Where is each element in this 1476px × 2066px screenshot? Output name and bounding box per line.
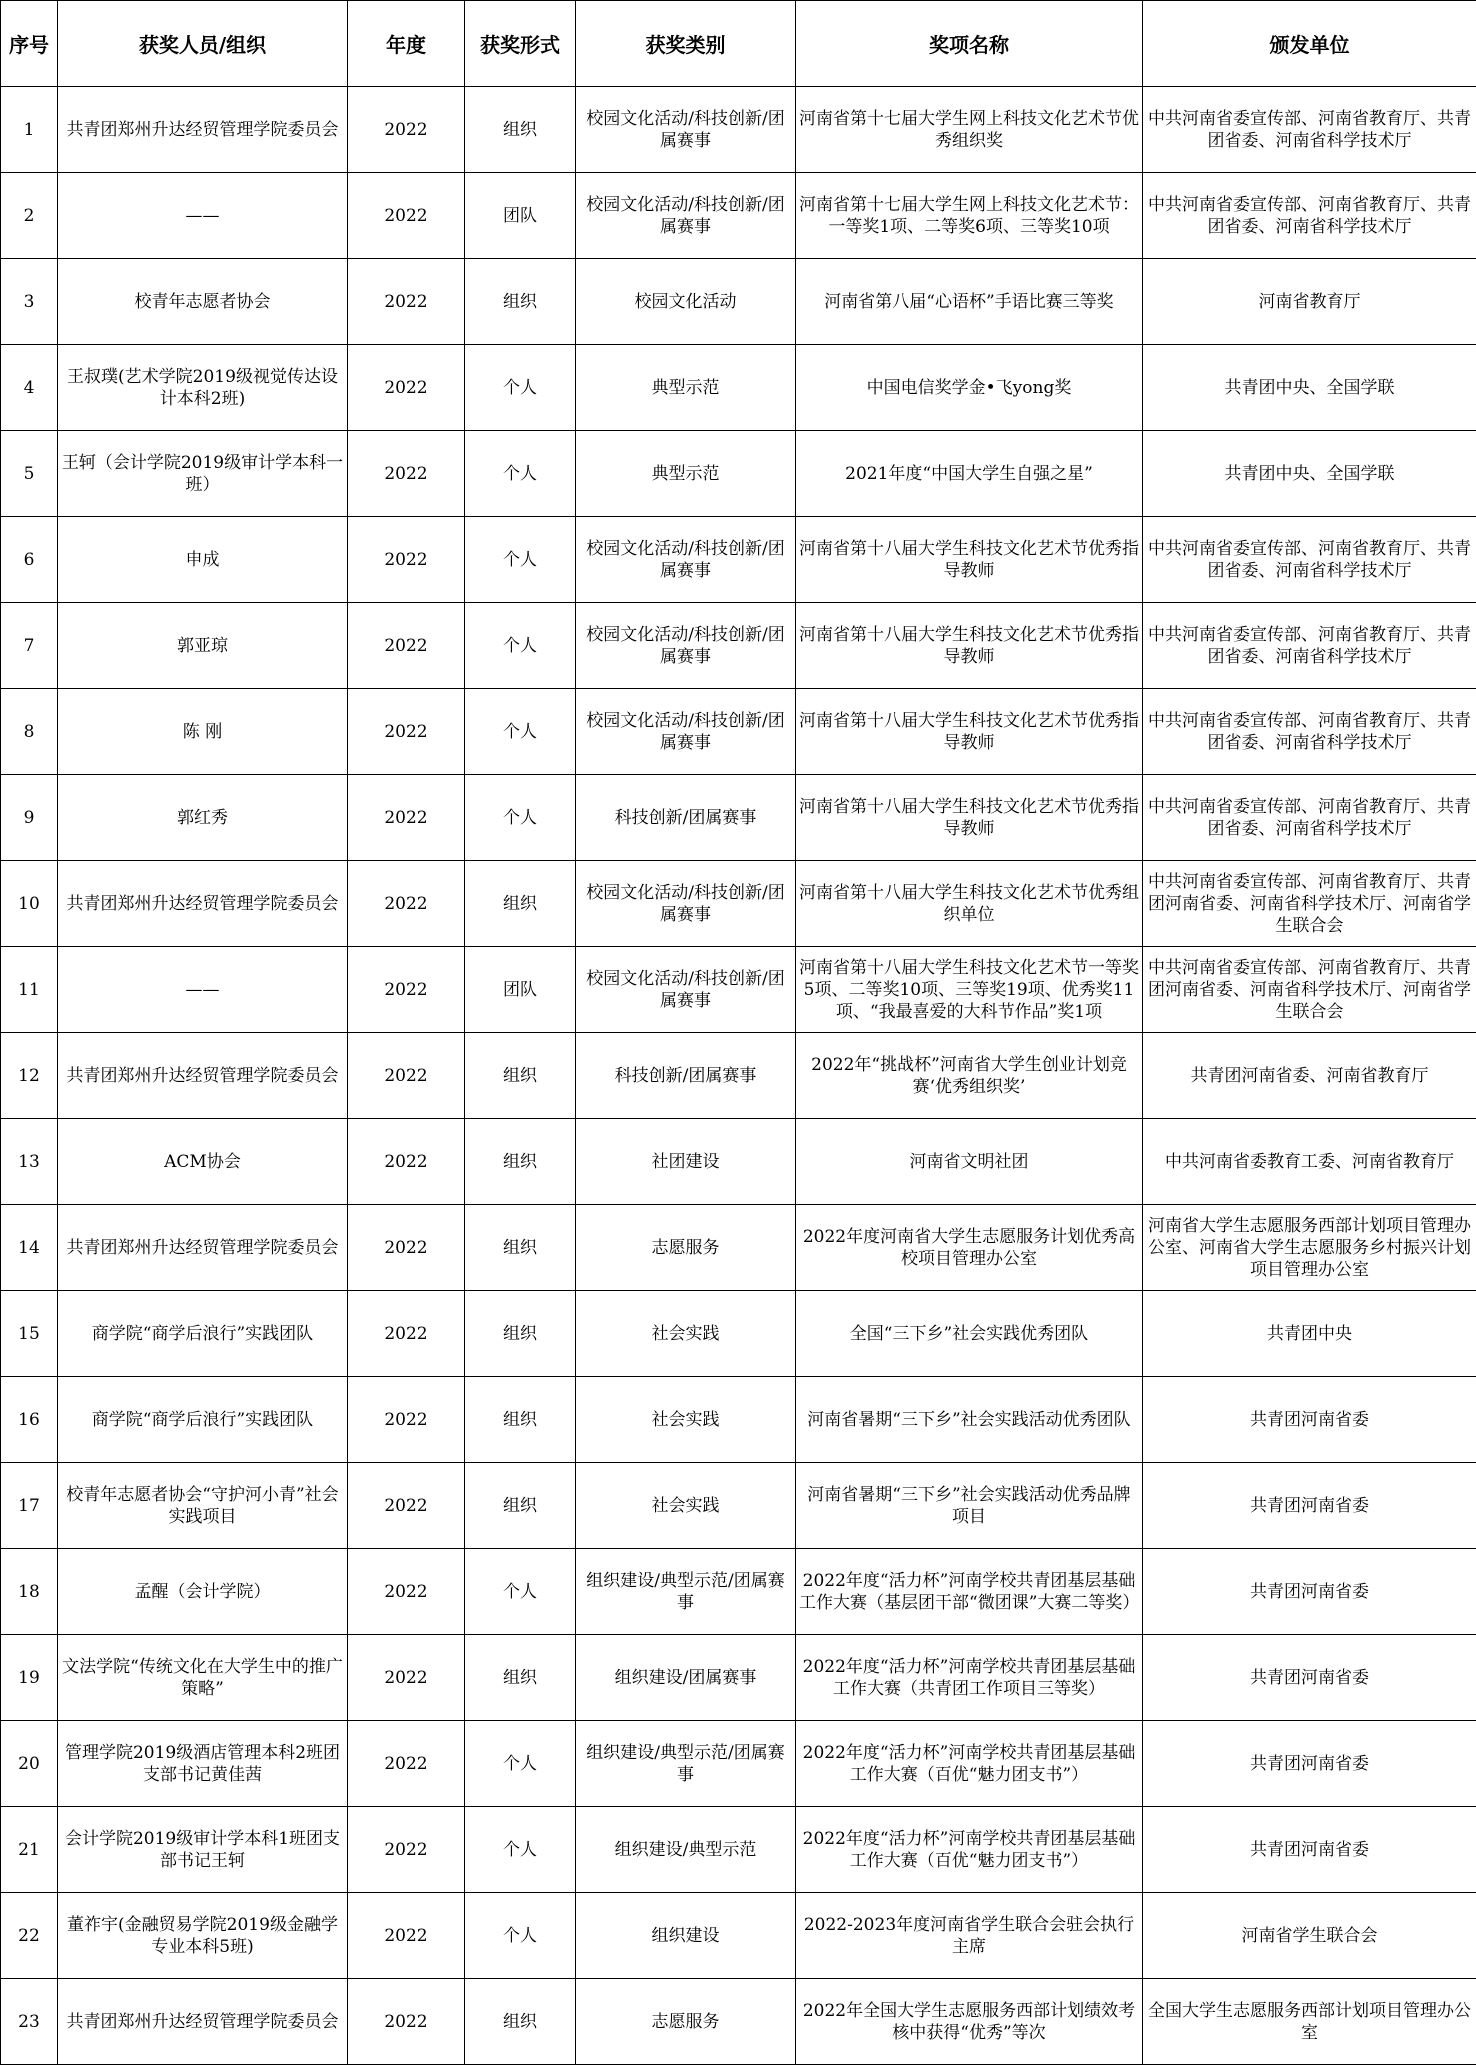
table-row [1, 1033, 1476, 1119]
cell-name: ACM协会 [58, 1119, 348, 1205]
cell-name: 共青团郑州升达经贸管理学院委员会 [58, 1979, 348, 2065]
cell-issuer: 全国大学生志愿服务西部计划项目管理办公室 [1143, 1979, 1476, 2065]
cell-name: 共青团郑州升达经贸管理学院委员会 [58, 1033, 348, 1119]
table-row [1, 345, 1476, 431]
cell-form: 个人 [465, 1807, 576, 1893]
cell-year: 2022 [348, 1549, 465, 1635]
cell-category: 校园文化活动 [576, 259, 796, 345]
cell-award: 全国“三下乡”社会实践优秀团队 [796, 1291, 1143, 1377]
cell-issuer: 中共河南省委宣传部、河南省教育厅、共青团省委、河南省科学技术厅 [1143, 603, 1476, 689]
cell-name: 共青团郑州升达经贸管理学院委员会 [58, 1205, 348, 1291]
cell-award: 2022年“挑战杯”河南省大学生创业计划竞赛‘优秀组织奖’ [796, 1033, 1143, 1119]
header-award: 奖项名称 [796, 1, 1143, 87]
cell-category: 校园文化活动/科技创新/团属赛事 [576, 87, 796, 173]
header-form: 获奖形式 [465, 1, 576, 87]
cell-form: 团队 [465, 947, 576, 1033]
cell-award: 2021年度“中国大学生自强之星” [796, 431, 1143, 517]
cell-year: 2022 [348, 1893, 465, 1979]
cell-issuer: 共青团河南省委 [1143, 1635, 1476, 1721]
cell-year: 2022 [348, 1291, 465, 1377]
cell-category: 校园文化活动/科技创新/团属赛事 [576, 861, 796, 947]
table-row [1, 1893, 1476, 1979]
cell-year: 2022 [348, 1119, 465, 1205]
cell-category: 校园文化活动/科技创新/团属赛事 [576, 689, 796, 775]
cell-no: 6 [1, 517, 58, 603]
table-row [1, 1291, 1476, 1377]
cell-name: —— [58, 947, 348, 1033]
cell-form: 组织 [465, 259, 576, 345]
cell-award: 中国电信奖学金•飞yong奖 [796, 345, 1143, 431]
cell-year: 2022 [348, 1721, 465, 1807]
cell-issuer: 中共河南省委教育工委、河南省教育厅 [1143, 1119, 1476, 1205]
table-row [1, 947, 1476, 1033]
cell-no: 22 [1, 1893, 58, 1979]
table-row [1, 1549, 1476, 1635]
cell-name: 陈 刚 [58, 689, 348, 775]
cell-form: 组织 [465, 1119, 576, 1205]
cell-form: 个人 [465, 1721, 576, 1807]
table-row [1, 1721, 1476, 1807]
cell-no: 2 [1, 173, 58, 259]
cell-form: 组织 [465, 1033, 576, 1119]
table-row [1, 87, 1476, 173]
cell-no: 20 [1, 1721, 58, 1807]
cell-issuer: 中共河南省委宣传部、河南省教育厅、共青团省委、河南省科学技术厅 [1143, 689, 1476, 775]
cell-category: 典型示范 [576, 431, 796, 517]
cell-no: 18 [1, 1549, 58, 1635]
table-row [1, 1119, 1476, 1205]
table-row [1, 173, 1476, 259]
cell-year: 2022 [348, 431, 465, 517]
cell-category: 志愿服务 [576, 1979, 796, 2065]
table-row [1, 1635, 1476, 1721]
cell-category: 组织建设/典型示范 [576, 1807, 796, 1893]
cell-no: 10 [1, 861, 58, 947]
cell-award: 2022年度“活力杯”河南学校共青团基层基础工作大赛（百优“魅力团支书”） [796, 1721, 1143, 1807]
cell-award: 河南省第十七届大学生网上科技文化艺术节优秀组织奖 [796, 87, 1143, 173]
cell-category: 校园文化活动/科技创新/团属赛事 [576, 947, 796, 1033]
cell-name: 共青团郑州升达经贸管理学院委员会 [58, 87, 348, 173]
cell-form: 个人 [465, 517, 576, 603]
cell-form: 个人 [465, 689, 576, 775]
cell-name: 孟醒（会计学院） [58, 1549, 348, 1635]
cell-no: 15 [1, 1291, 58, 1377]
cell-year: 2022 [348, 1635, 465, 1721]
cell-form: 组织 [465, 1463, 576, 1549]
cell-year: 2022 [348, 1205, 465, 1291]
cell-year: 2022 [348, 1979, 465, 2065]
cell-name: 文法学院“传统文化在大学生中的推广策略” [58, 1635, 348, 1721]
cell-category: 科技创新/团属赛事 [576, 1033, 796, 1119]
cell-issuer: 共青团河南省委 [1143, 1377, 1476, 1463]
header-name: 获奖人员/组织 [58, 1, 348, 87]
table-row [1, 603, 1476, 689]
cell-name: 商学院“商学后浪行”实践团队 [58, 1291, 348, 1377]
cell-year: 2022 [348, 517, 465, 603]
cell-year: 2022 [348, 173, 465, 259]
cell-year: 2022 [348, 1463, 465, 1549]
cell-award: 河南省文明社团 [796, 1119, 1143, 1205]
cell-name: 共青团郑州升达经贸管理学院委员会 [58, 861, 348, 947]
cell-category: 社会实践 [576, 1377, 796, 1463]
cell-issuer: 共青团中央、全国学联 [1143, 431, 1476, 517]
cell-year: 2022 [348, 1377, 465, 1463]
cell-issuer: 共青团中央 [1143, 1291, 1476, 1377]
cell-no: 9 [1, 775, 58, 861]
cell-issuer: 中共河南省委宣传部、河南省教育厅、共青团省委、河南省科学技术厅 [1143, 173, 1476, 259]
cell-issuer: 中共河南省委宣传部、河南省教育厅、共青团省委、河南省科学技术厅 [1143, 517, 1476, 603]
cell-award: 河南省暑期“三下乡”社会实践活动优秀品牌项目 [796, 1463, 1143, 1549]
cell-issuer: 共青团河南省委 [1143, 1549, 1476, 1635]
table-row [1, 1807, 1476, 1893]
cell-form: 个人 [465, 1893, 576, 1979]
cell-issuer: 共青团河南省委 [1143, 1807, 1476, 1893]
table-row [1, 775, 1476, 861]
cell-form: 个人 [465, 603, 576, 689]
cell-category: 社会实践 [576, 1291, 796, 1377]
cell-award: 2022年度“活力杯”河南学校共青团基层基础工作大赛（基层团干部“微团课”大赛二等奖） [796, 1549, 1143, 1635]
cell-category: 组织建设/典型示范/团属赛事 [576, 1721, 796, 1807]
cell-name: 郭红秀 [58, 775, 348, 861]
cell-category: 科技创新/团属赛事 [576, 775, 796, 861]
cell-form: 个人 [465, 345, 576, 431]
cell-category: 校园文化活动/科技创新/团属赛事 [576, 603, 796, 689]
cell-year: 2022 [348, 861, 465, 947]
cell-name: 校青年志愿者协会“守护河小青”社会实践项目 [58, 1463, 348, 1549]
cell-issuer: 共青团河南省委 [1143, 1463, 1476, 1549]
cell-no: 21 [1, 1807, 58, 1893]
cell-name: 王轲（会计学院2019级审计学本科一班） [58, 431, 348, 517]
cell-no: 11 [1, 947, 58, 1033]
cell-category: 校园文化活动/科技创新/团属赛事 [576, 517, 796, 603]
cell-category: 组织建设/团属赛事 [576, 1635, 796, 1721]
cell-name: 管理学院2019级酒店管理本科2班团支部书记黄佳茜 [58, 1721, 348, 1807]
table-row [1, 1463, 1476, 1549]
cell-award: 河南省暑期“三下乡”社会实践活动优秀团队 [796, 1377, 1143, 1463]
cell-form: 组织 [465, 1377, 576, 1463]
header-issuer: 颁发单位 [1143, 1, 1476, 87]
table-row [1, 1377, 1476, 1463]
cell-category: 社团建设 [576, 1119, 796, 1205]
cell-name: 王叔璞(艺术学院2019级视觉传达设计本科2班) [58, 345, 348, 431]
cell-year: 2022 [348, 1033, 465, 1119]
cell-form: 组织 [465, 87, 576, 173]
cell-form: 个人 [465, 431, 576, 517]
cell-award: 河南省第十八届大学生科技文化艺术节优秀指导教师 [796, 603, 1143, 689]
cell-form: 组织 [465, 861, 576, 947]
cell-year: 2022 [348, 947, 465, 1033]
cell-award: 2022-2023年度河南省学生联合会驻会执行主席 [796, 1893, 1143, 1979]
cell-award: 2022年全国大学生志愿服务西部计划绩效考核中获得“优秀”等次 [796, 1979, 1143, 2065]
table-row [1, 861, 1476, 947]
cell-issuer: 中共河南省委宣传部、河南省教育厅、共青团河南省委、河南省科学技术厅、河南省学生联合会 [1143, 861, 1476, 947]
cell-form: 组织 [465, 1979, 576, 2065]
header-category: 获奖类别 [576, 1, 796, 87]
cell-year: 2022 [348, 259, 465, 345]
cell-name: 郭亚琼 [58, 603, 348, 689]
table-row [1, 431, 1476, 517]
cell-form: 组织 [465, 1291, 576, 1377]
cell-no: 17 [1, 1463, 58, 1549]
cell-name: 申成 [58, 517, 348, 603]
cell-issuer: 中共河南省委宣传部、河南省教育厅、共青团省委、河南省科学技术厅 [1143, 87, 1476, 173]
table-row [1, 259, 1476, 345]
cell-issuer: 河南省大学生志愿服务西部计划项目管理办公室、河南省大学生志愿服务乡村振兴计划项目管理办公室 [1143, 1205, 1476, 1291]
cell-form: 个人 [465, 775, 576, 861]
header-no: 序号 [1, 1, 58, 87]
header-year: 年度 [348, 1, 465, 87]
cell-issuer: 共青团河南省委、河南省教育厅 [1143, 1033, 1476, 1119]
cell-year: 2022 [348, 689, 465, 775]
cell-award: 2022年度河南省大学生志愿服务计划优秀高校项目管理办公室 [796, 1205, 1143, 1291]
cell-issuer: 中共河南省委宣传部、河南省教育厅、共青团省委、河南省科学技术厅 [1143, 775, 1476, 861]
cell-form: 组织 [465, 1635, 576, 1721]
cell-form: 团队 [465, 173, 576, 259]
cell-year: 2022 [348, 345, 465, 431]
cell-issuer: 中共河南省委宣传部、河南省教育厅、共青团河南省委、河南省科学技术厅、河南省学生联合会 [1143, 947, 1476, 1033]
cell-category: 典型示范 [576, 345, 796, 431]
cell-issuer: 共青团河南省委 [1143, 1721, 1476, 1807]
cell-no: 23 [1, 1979, 58, 2065]
cell-award: 河南省第十八届大学生科技文化艺术节优秀指导教师 [796, 689, 1143, 775]
cell-form: 个人 [465, 1549, 576, 1635]
cell-no: 13 [1, 1119, 58, 1205]
cell-category: 组织建设/典型示范/团属赛事 [576, 1549, 796, 1635]
cell-name: 校青年志愿者协会 [58, 259, 348, 345]
cell-no: 16 [1, 1377, 58, 1463]
cell-award: 河南省第十七届大学生网上科技文化艺术节：一等奖1项、二等奖6项、三等奖10项 [796, 173, 1143, 259]
table-row [1, 689, 1476, 775]
cell-award: 河南省第十八届大学生科技文化艺术节一等奖5项、二等奖10项、三等奖19项、优秀奖11项、“我最喜爱的大科节作品”奖1项 [796, 947, 1143, 1033]
cell-year: 2022 [348, 603, 465, 689]
cell-category: 组织建设 [576, 1893, 796, 1979]
cell-award: 2022年度“活力杯”河南学校共青团基层基础工作大赛（百优“魅力团支书”） [796, 1807, 1143, 1893]
cell-no: 5 [1, 431, 58, 517]
cell-no: 12 [1, 1033, 58, 1119]
cell-name: 董祚宇(金融贸易学院2019级金融学专业本科5班) [58, 1893, 348, 1979]
cell-year: 2022 [348, 1807, 465, 1893]
header-row [1, 1, 1476, 87]
cell-no: 7 [1, 603, 58, 689]
cell-award: 河南省第十八届大学生科技文化艺术节优秀指导教师 [796, 517, 1143, 603]
cell-year: 2022 [348, 775, 465, 861]
cell-issuer: 河南省学生联合会 [1143, 1893, 1476, 1979]
cell-no: 8 [1, 689, 58, 775]
table-row [1, 1979, 1476, 2065]
cell-name: 商学院“商学后浪行”实践团队 [58, 1377, 348, 1463]
cell-issuer: 河南省教育厅 [1143, 259, 1476, 345]
cell-award: 2022年度“活力杯”河南学校共青团基层基础工作大赛（共青团工作项目三等奖） [796, 1635, 1143, 1721]
cell-award: 河南省第十八届大学生科技文化艺术节优秀指导教师 [796, 775, 1143, 861]
cell-year: 2022 [348, 87, 465, 173]
cell-form: 组织 [465, 1205, 576, 1291]
cell-category: 志愿服务 [576, 1205, 796, 1291]
cell-issuer: 共青团中央、全国学联 [1143, 345, 1476, 431]
cell-no: 4 [1, 345, 58, 431]
cell-name: 会计学院2019级审计学本科1班团支部书记王轲 [58, 1807, 348, 1893]
cell-no: 19 [1, 1635, 58, 1721]
cell-no: 1 [1, 87, 58, 173]
cell-category: 校园文化活动/科技创新/团属赛事 [576, 173, 796, 259]
cell-name: —— [58, 173, 348, 259]
table-row [1, 517, 1476, 603]
cell-category: 社会实践 [576, 1463, 796, 1549]
cell-award: 河南省第八届“心语杯”手语比赛三等奖 [796, 259, 1143, 345]
cell-award: 河南省第十八届大学生科技文化艺术节优秀组织单位 [796, 861, 1143, 947]
cell-no: 3 [1, 259, 58, 345]
table-row [1, 1205, 1476, 1291]
cell-no: 14 [1, 1205, 58, 1291]
